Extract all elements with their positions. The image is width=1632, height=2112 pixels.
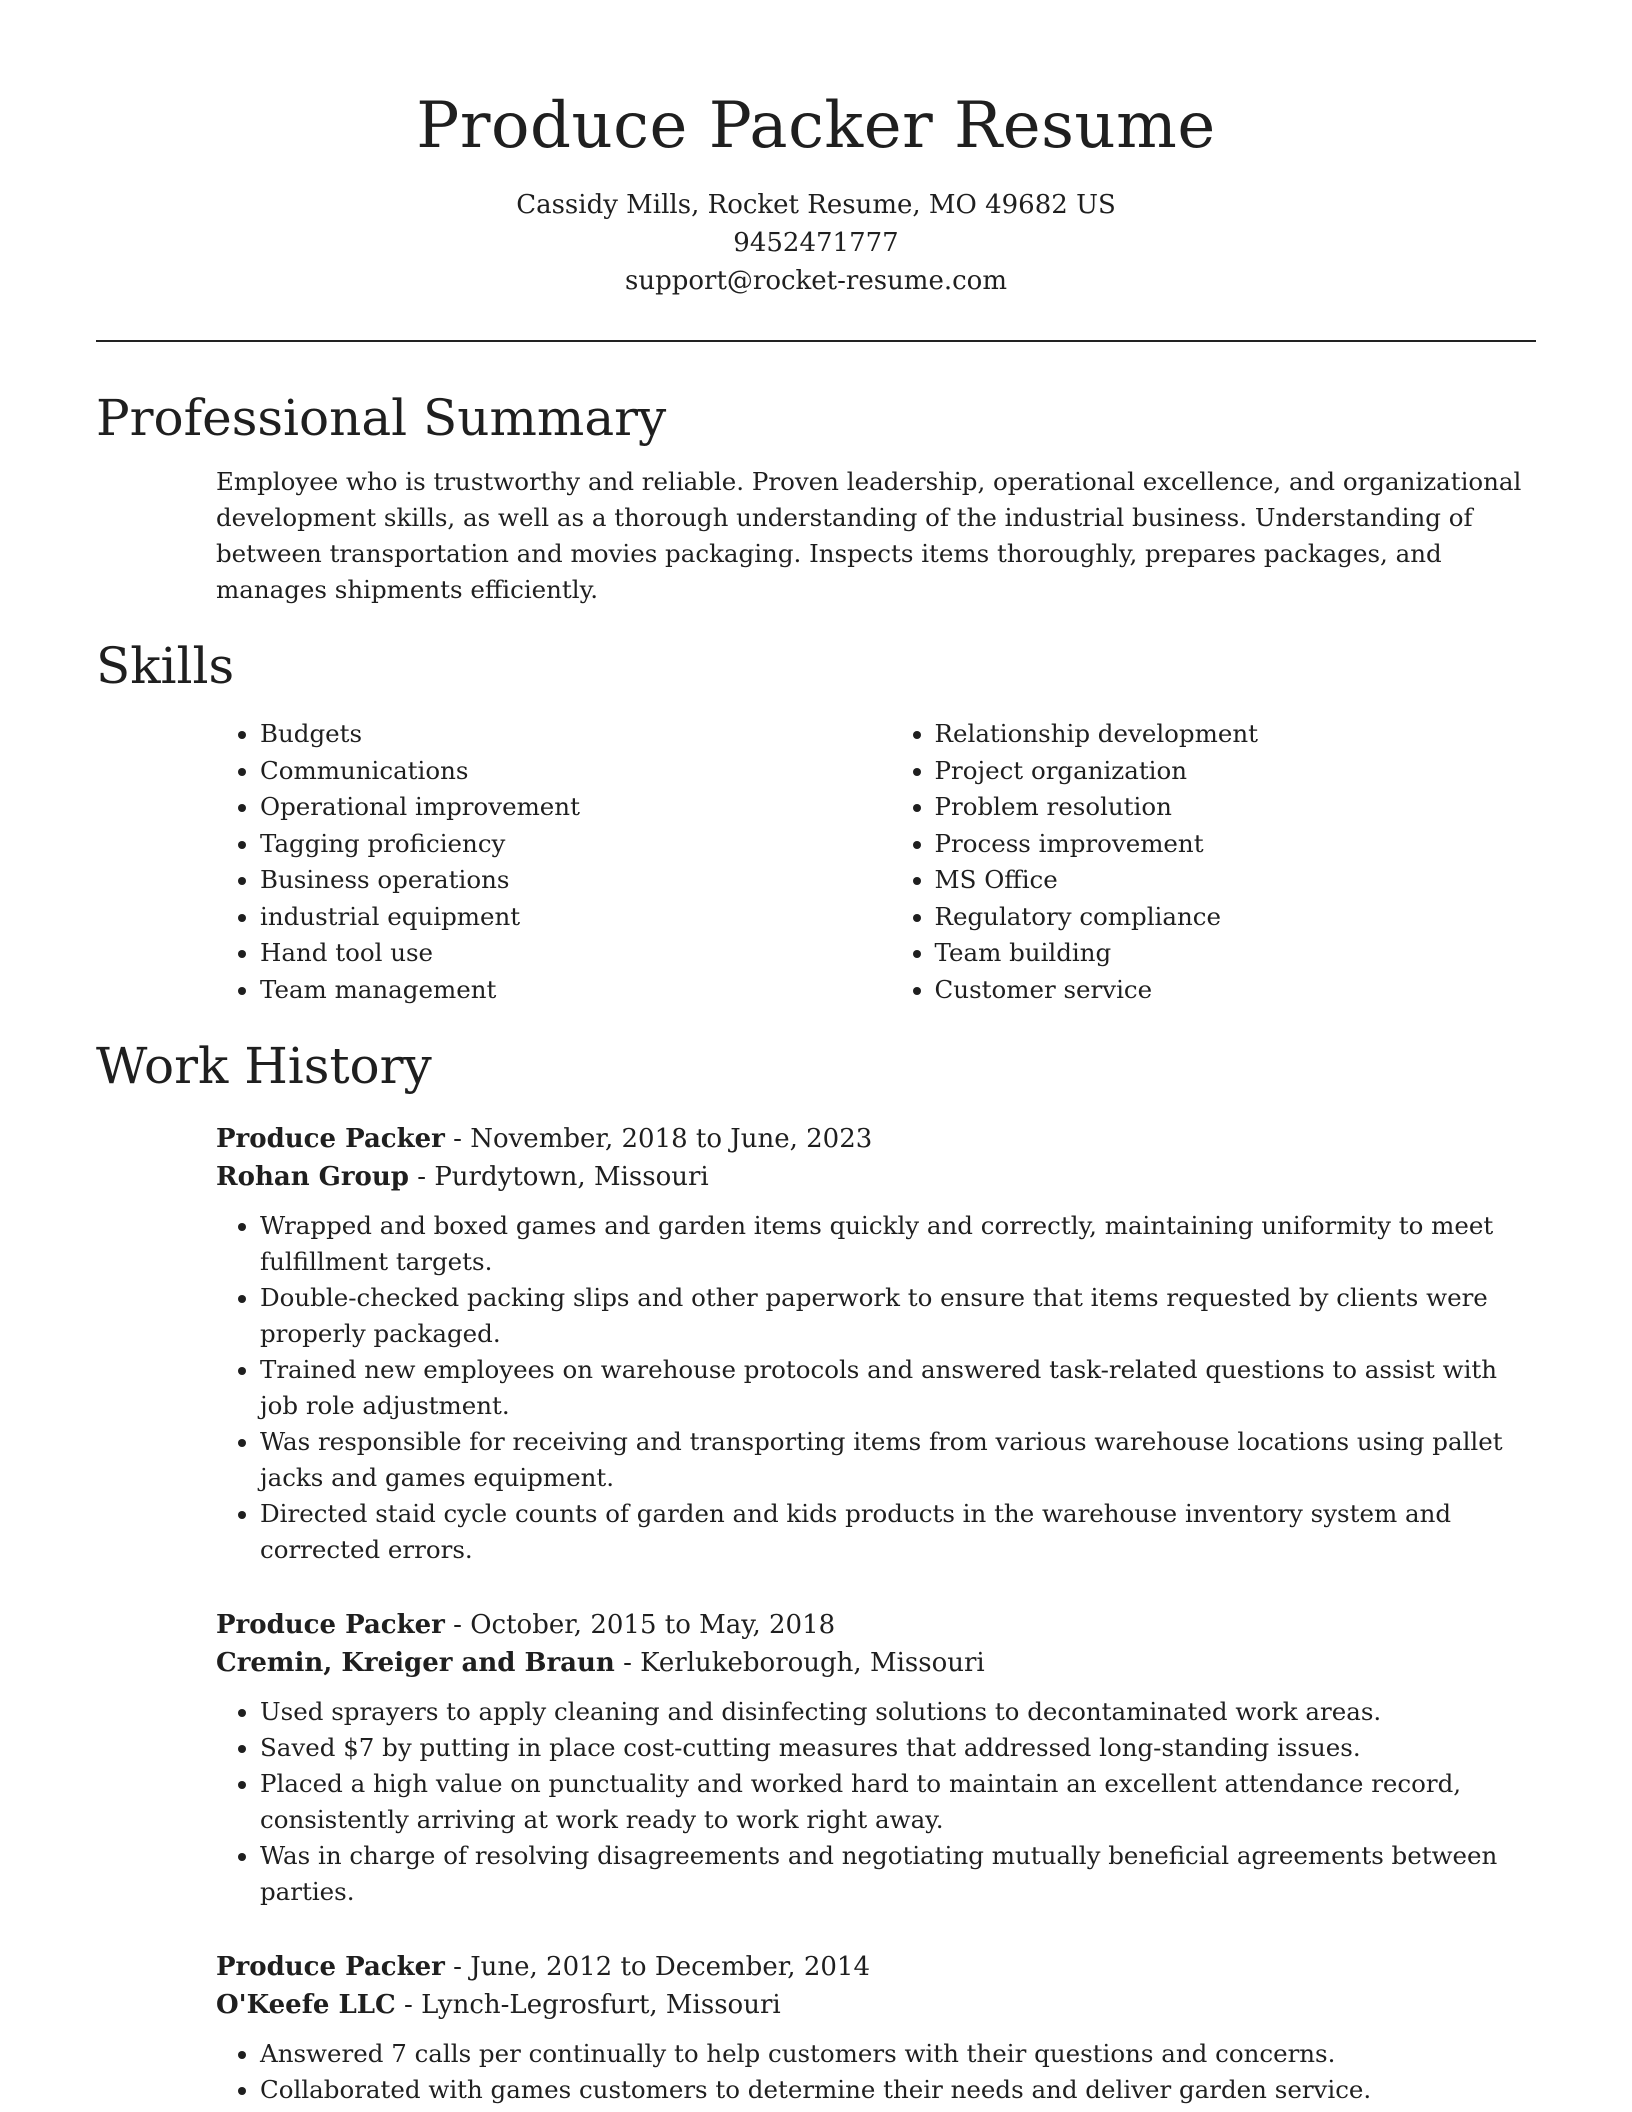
job-location: Lynch-Legrosfurt, Missouri bbox=[421, 1990, 781, 2020]
job-company-line bbox=[216, 1644, 1536, 1682]
separator: - bbox=[614, 1648, 641, 1678]
work-history-section bbox=[96, 1034, 1536, 2108]
job-title: Produce Packer bbox=[216, 1124, 445, 1154]
skill-item: • Customer service bbox=[935, 972, 1536, 1009]
skills-section bbox=[96, 634, 1536, 1008]
skill-item: • Tagging proficiency bbox=[260, 826, 891, 863]
skill-item: • Business operations bbox=[260, 862, 891, 899]
job-bullet: • Trained new employees on warehouse protocols and answered task-related questions to assist with job role adjustment. bbox=[260, 1352, 1536, 1424]
job-bullet: • Placed a high value on punctuality and worked hard to maintain an excellent attendance record, consistently arriving at work ready to work right away. bbox=[260, 1766, 1536, 1838]
skill-item: • Project organization bbox=[935, 753, 1536, 790]
skill-item: • industrial equipment bbox=[260, 899, 891, 936]
skill-item: • Process improvement bbox=[935, 826, 1536, 863]
job-bullet: • Directed staid cycle counts of garden and kids products in the warehouse inventory system and corrected errors. bbox=[260, 1496, 1536, 1568]
contact-address: Cassidy Mills, Rocket Resume, MO 49682 US bbox=[516, 190, 1116, 220]
skill-item: • Hand tool use bbox=[260, 935, 891, 972]
job-bullet: • Used sprayers to apply cleaning and disinfecting solutions to decontaminated work areas. bbox=[260, 1694, 1536, 1730]
skill-item: • Regulatory compliance bbox=[935, 899, 1536, 936]
job-title-line bbox=[216, 1948, 1536, 1986]
job-entry bbox=[216, 1948, 1536, 2108]
job-location: Purdytown, Missouri bbox=[434, 1162, 709, 1192]
job-dates: October, 2015 to May, 2018 bbox=[470, 1610, 836, 1640]
contact-block bbox=[96, 186, 1536, 300]
job-entry bbox=[216, 1606, 1536, 1910]
job-company: Cremin, Kreiger and Braun bbox=[216, 1648, 615, 1678]
job-bullet: • Saved $7 by putting in place cost-cutting measures that addressed long-standing issues. bbox=[260, 1730, 1536, 1766]
resume-page bbox=[96, 0, 1536, 2108]
skills-grid bbox=[216, 716, 1536, 1008]
skill-item: • Communications bbox=[260, 753, 891, 790]
job-company-line bbox=[216, 1986, 1536, 2024]
separator: - bbox=[444, 1952, 471, 1982]
skill-item: • Budgets bbox=[260, 716, 891, 753]
resume-title: Produce Packer Resume bbox=[416, 89, 1216, 163]
job-bullet: • Was in charge of resolving disagreements and negotiating mutually beneficial agreements between parties. bbox=[260, 1838, 1536, 1910]
job-title: Produce Packer bbox=[216, 1952, 445, 1982]
skills-right-column bbox=[891, 716, 1536, 1008]
job-bullets bbox=[216, 1694, 1536, 1910]
job-bullet: • Was responsible for receiving and transporting items from various warehouse locations using pallet jacks and games equipment. bbox=[260, 1424, 1536, 1496]
skills-heading: Skills bbox=[96, 637, 235, 695]
skill-item: • Problem resolution bbox=[935, 789, 1536, 826]
separator: - bbox=[444, 1610, 471, 1640]
job-dates: June, 2012 to December, 2014 bbox=[470, 1952, 870, 1982]
job-bullets bbox=[216, 2036, 1536, 2108]
job-company: Rohan Group bbox=[216, 1162, 409, 1192]
contact-email: support@rocket-resume.com bbox=[624, 266, 1007, 296]
contact-phone: 9452471777 bbox=[733, 228, 899, 258]
job-bullet: • Double-checked packing slips and other paperwork to ensure that items requested by clients were properly packaged. bbox=[260, 1280, 1536, 1352]
job-location: Kerlukeborough, Missouri bbox=[640, 1648, 985, 1678]
job-company: O'Keefe LLC bbox=[216, 1990, 396, 2020]
skill-item: • Relationship development bbox=[935, 716, 1536, 753]
work-history-heading: Work History bbox=[96, 1037, 432, 1095]
job-bullets bbox=[216, 1208, 1536, 1568]
skill-item: • MS Office bbox=[935, 862, 1536, 899]
job-dates: November, 2018 to June, 2023 bbox=[470, 1124, 873, 1154]
job-bullet: • Collaborated with games customers to determine their needs and deliver garden service. bbox=[260, 2072, 1536, 2108]
summary-text: Employee who is trustworthy and reliable. Proven leadership, operational excellence, and organizational development skills, as well as a thorough understanding of the industrial business. Understanding of between transportation and movies packaging. Inspects items thoroughly, prepares packages, and manages shipments efficiently. bbox=[216, 467, 1522, 604]
job-title-line bbox=[216, 1120, 1536, 1158]
separator: - bbox=[444, 1124, 471, 1154]
job-company-line bbox=[216, 1158, 1536, 1196]
job-bullet: • Answered 7 calls per continually to help customers with their questions and concerns. bbox=[260, 2036, 1536, 2072]
job-bullet: • Wrapped and boxed games and garden items quickly and correctly, maintaining uniformity to meet fulfillment targets. bbox=[260, 1208, 1536, 1280]
skills-left-column bbox=[216, 716, 891, 1008]
summary-heading: Professional Summary bbox=[96, 389, 667, 447]
skill-item: • Team building bbox=[935, 935, 1536, 972]
separator: - bbox=[395, 1990, 422, 2020]
skill-item: • Operational improvement bbox=[260, 789, 891, 826]
header-divider bbox=[96, 340, 1536, 342]
job-entry bbox=[216, 1120, 1536, 1568]
summary-section bbox=[96, 386, 1536, 608]
skill-item: • Team management bbox=[260, 972, 891, 1009]
separator: - bbox=[408, 1162, 435, 1192]
job-title-line bbox=[216, 1606, 1536, 1644]
job-title: Produce Packer bbox=[216, 1610, 445, 1640]
